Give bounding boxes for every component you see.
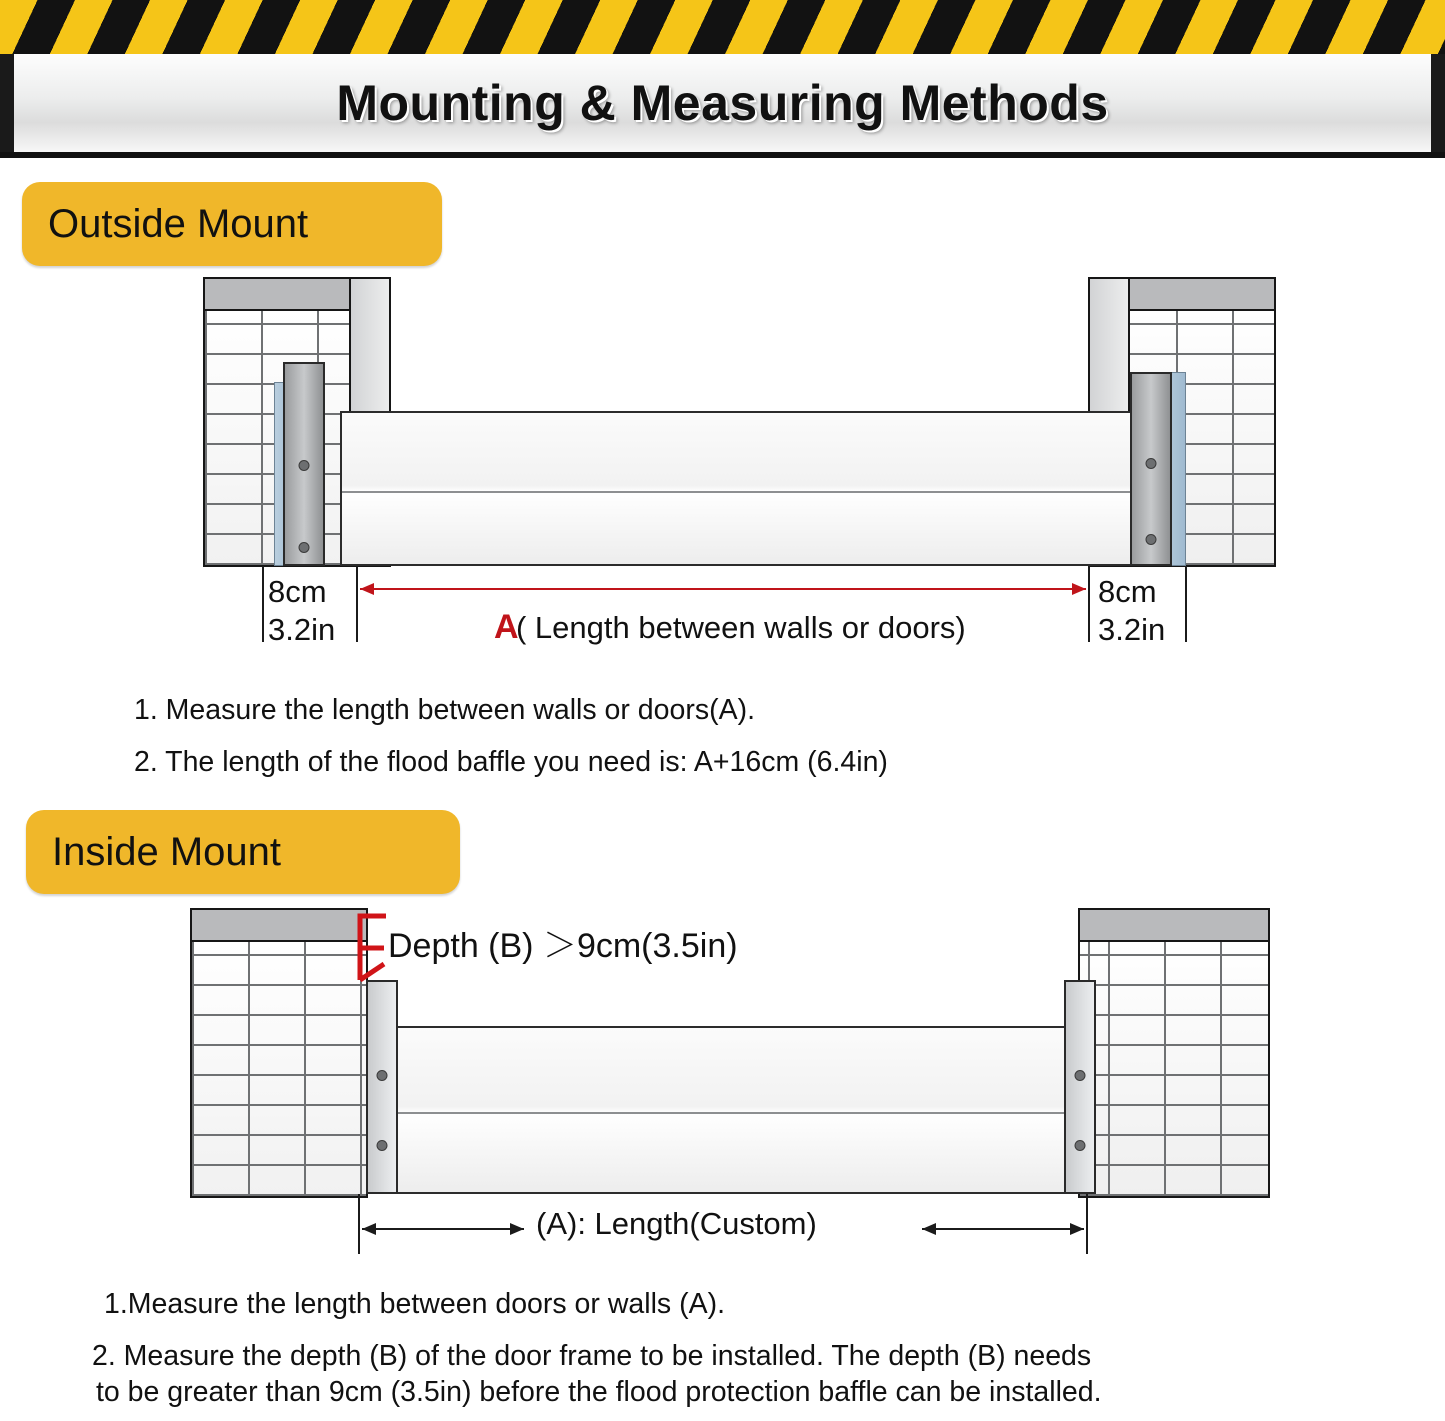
outside-right-bracket (1130, 372, 1172, 566)
dim-tick-left-outer (262, 566, 264, 642)
hazard-stripe-banner (0, 0, 1445, 57)
header-band (0, 54, 1445, 158)
inside-depth-marker-icon (352, 912, 392, 984)
outside-span-text: ( Length between walls or doors) (516, 610, 966, 645)
outside-left-bracket (283, 362, 325, 566)
baffle-seam (394, 1112, 1068, 1114)
bracket-screw (1146, 534, 1157, 545)
dim-tick-right-inner (1088, 566, 1090, 642)
dim-tick-left-inner (356, 566, 358, 642)
inside-left-bracket (366, 980, 398, 1194)
pillar-brick-body (190, 940, 368, 1198)
outside-span-arrow (360, 588, 1086, 590)
bracket-screw (1146, 458, 1157, 469)
outside-right-in-label: 3.2in (1098, 612, 1166, 647)
inside-span-label: (A): Length(Custom) (536, 1206, 817, 1241)
outside-flood-baffle-panel (340, 411, 1140, 566)
inside-span-arrow-left (362, 1228, 524, 1230)
pillar-cap (1078, 908, 1270, 942)
inside-note-1: 1.Measure the length between doors or walls (A). (104, 1288, 725, 1320)
inside-note-3: to be greater than 9cm (3.5in) before the flood protection baffle can be installed. (96, 1376, 1102, 1408)
inside-dim-tick-left (358, 1194, 360, 1254)
badge-inside-mount (26, 810, 460, 894)
inside-right-bracket (1064, 980, 1096, 1194)
pillar-cap (190, 908, 368, 942)
inside-left-pillar (190, 908, 368, 1198)
bracket-screw (1075, 1070, 1086, 1081)
bracket-screw (377, 1140, 388, 1151)
header-right-edge (1431, 54, 1445, 152)
inside-dim-tick-right (1086, 1194, 1088, 1254)
outside-right-cm-label: 8cm (1098, 574, 1157, 609)
inside-note-2: 2. Measure the depth (B) of the door frame to be installed. The depth (B) needs (92, 1340, 1092, 1372)
pillar-brick-body (1078, 940, 1270, 1198)
outside-span-letter: A (494, 608, 519, 646)
outside-note-1: 1. Measure the length between walls or doors(A). (134, 694, 755, 726)
inside-depth-label: Depth (B) ＞9cm(3.5in) (388, 927, 738, 965)
outside-note-2: 2. The length of the flood baffle you need is: A+16cm (6.4in) (134, 746, 888, 778)
page-title: Mounting & Measuring Methods (336, 75, 1109, 131)
inside-right-pillar (1078, 908, 1270, 1198)
badge-outside-mount (22, 182, 442, 266)
header-left-edge (0, 54, 14, 152)
bracket-screw (299, 542, 310, 553)
outside-left-cm-label: 8cm (268, 574, 327, 609)
baffle-seam (342, 491, 1138, 493)
badge-inside-mount-label: Inside Mount (52, 829, 282, 874)
bracket-screw (1075, 1140, 1086, 1151)
inside-span-arrow-right (922, 1228, 1084, 1230)
outside-left-in-label: 3.2in (268, 612, 336, 647)
inside-flood-baffle-panel (392, 1026, 1070, 1194)
bracket-screw (377, 1070, 388, 1081)
bracket-screw (299, 460, 310, 471)
dim-tick-right-outer (1185, 566, 1187, 642)
badge-outside-mount-label: Outside Mount (48, 201, 309, 246)
